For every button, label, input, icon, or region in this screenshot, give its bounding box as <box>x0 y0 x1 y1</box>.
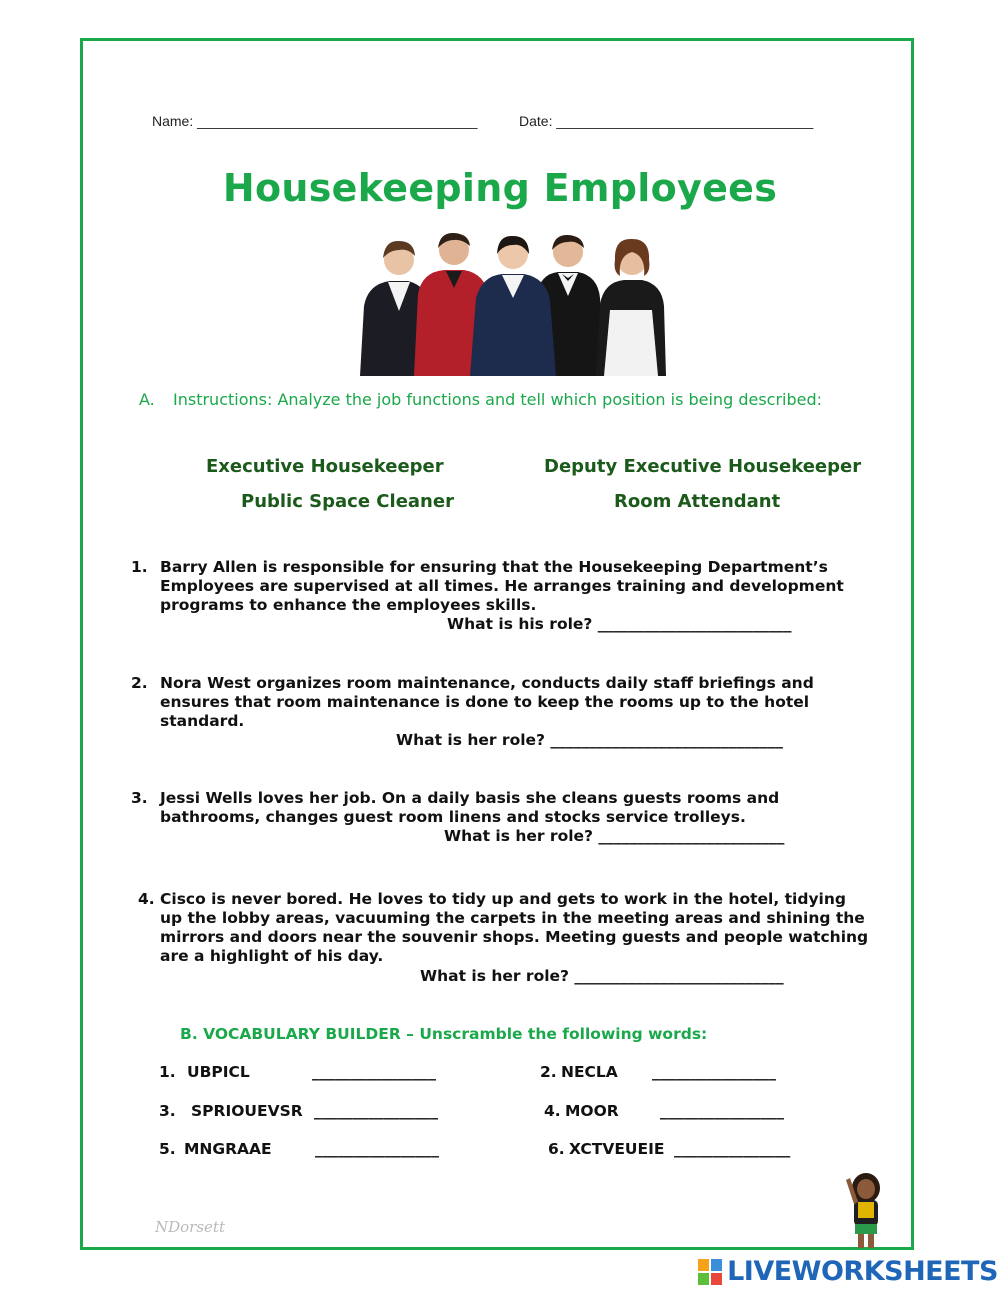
liveworksheets-logo[interactable] <box>698 1258 998 1286</box>
brand-name: LIVEWORKSHEETS <box>727 1256 998 1287</box>
vocab-6-word: XCTVEUEIE <box>569 1140 665 1158</box>
staff-person <box>470 236 556 376</box>
question-3-text: Jessi Wells loves her job. On a daily basis she cleans guests rooms and bathrooms, changes guest room linens and stocks service trolleys. <box>160 789 780 826</box>
live-badge-icon <box>698 1259 722 1285</box>
date-field[interactable]: Date: _________________________________ <box>519 113 814 129</box>
vocab-5-number: 5. <box>159 1140 176 1158</box>
question-1-answer[interactable]: What is his role? _________________________ <box>447 615 792 633</box>
question-3-number: 3. <box>131 789 148 807</box>
option-room-attendant: Room Attendant <box>614 491 781 512</box>
vocab-1-word: UBPICL <box>187 1063 250 1081</box>
vocab-2-number: 2. <box>540 1063 557 1081</box>
vocab-4-answer[interactable]: ________________ <box>660 1102 784 1120</box>
section-a-instruction: Instructions: Analyze the job functions and tell which position is being described: <box>173 390 823 409</box>
vocab-6-answer[interactable]: _______________ <box>674 1140 791 1158</box>
vocab-3-word: SPRIOUEVSR <box>191 1102 303 1120</box>
housekeeping-staff-image <box>352 226 670 376</box>
page-title: Housekeeping Employees <box>222 166 778 210</box>
staff-person <box>596 239 666 376</box>
question-1-number: 1. <box>131 558 148 576</box>
vocab-1-number: 1. <box>159 1063 176 1081</box>
question-4-answer[interactable]: What is her role? ___________________________ <box>420 967 784 985</box>
question-4-number: 4. <box>138 890 155 908</box>
vocab-2-word: NECLA <box>561 1063 618 1081</box>
question-1-text: Barry Allen is responsible for ensuring that the Housekeeping Department’s Employees are supervised at all times. He arranges training and development programs to enhance the employees skills. <box>160 558 844 614</box>
vocab-5-answer[interactable]: ________________ <box>315 1140 439 1158</box>
vocab-2-answer[interactable]: ________________ <box>652 1063 776 1081</box>
option-public-space-cleaner: Public Space Cleaner <box>241 491 454 512</box>
teacher-avatar-icon <box>840 1172 892 1250</box>
vocab-5-word: MNGRAAE <box>184 1140 272 1158</box>
section-b-title: B. VOCABULARY BUILDER – Unscramble the following words: <box>180 1025 708 1043</box>
vocab-4-number: 4. <box>544 1102 561 1120</box>
option-deputy-executive-housekeeper: Deputy Executive Housekeeper <box>544 456 862 477</box>
question-2-answer[interactable]: What is her role? ______________________________ <box>396 731 783 749</box>
section-a-letter: A. <box>139 390 155 409</box>
question-2-number: 2. <box>131 674 148 692</box>
vocab-3-answer[interactable]: ________________ <box>314 1102 438 1120</box>
vocab-6-number: 6. <box>548 1140 565 1158</box>
author-signature: NDorsett <box>155 1218 225 1236</box>
vocab-3-number: 3. <box>159 1102 176 1120</box>
name-field[interactable]: Name: ____________________________________ <box>152 113 478 129</box>
question-4-text: Cisco is never bored. He loves to tidy up and gets to work in the hotel, tidying up the lobby areas, vacuuming the carpets in the meeting areas and shining the mirrors and doors near the souvenir shops. Meeting guests and people watching are a highlight of his day. <box>160 890 869 965</box>
vocab-4-word: MOOR <box>565 1102 619 1120</box>
question-2-text: Nora West organizes room maintenance, conducts daily staff briefings and ensures that room maintenance is done to keep the rooms up to the hotel standard. <box>160 674 814 730</box>
option-executive-housekeeper: Executive Housekeeper <box>206 456 444 477</box>
vocab-1-answer[interactable]: ________________ <box>312 1063 436 1081</box>
question-3-answer[interactable]: What is her role? ________________________ <box>444 827 785 845</box>
